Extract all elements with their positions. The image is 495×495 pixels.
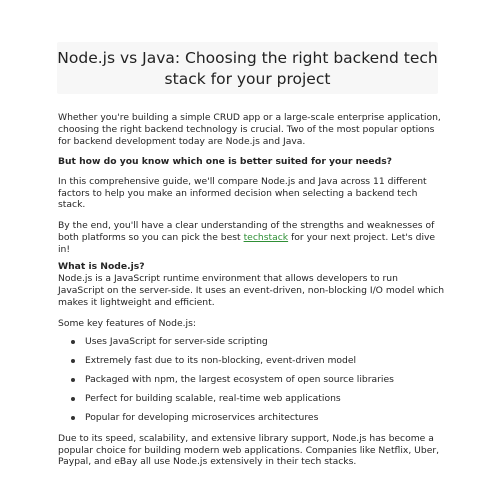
- intro-paragraph: Whether you're building a simple CRUD app or a large-scale enterprise application, choosing the right backend technology is crucial. Two of the most popular options for backend development today are Node.js and Java.: [58, 112, 441, 147]
- list-item: [58, 393, 445, 412]
- bullet-icon: [71, 397, 75, 401]
- page-title: Node.js vs Java: Choosing the right backend tech stack for your project: [57, 49, 438, 88]
- feature-text: Packaged with npm, the largest ecosystem of open source libraries: [85, 373, 394, 385]
- techstack-link[interactable]: techstack: [243, 232, 289, 244]
- feature-text: Popular for developing microservices architectures: [85, 411, 319, 423]
- bullet-icon: [71, 359, 75, 363]
- what-is-paragraph: Node.js is a JavaScript runtime environment that allows developers to run JavaScript on the server-side. It uses an event-driven, non-blocking I/O model which makes it lightweight and efficient.: [58, 272, 445, 308]
- guide-paragraph: In this comprehensive guide, we'll compare Node.js and Java across 11 different factors to help you make an informed decision when selecting a backend tech stack.: [58, 175, 427, 211]
- features-list: [58, 336, 445, 431]
- article-body: [58, 112, 445, 468]
- feature-text: Uses JavaScript for server-side scripting: [85, 335, 268, 347]
- list-item: [58, 412, 445, 431]
- section-heading-nodejs: What is Node.js?: [58, 261, 145, 273]
- ending-text-before: By the end, you'll have a clear understanding of the strengths and weaknesses of both platforms so you can pick the best: [58, 220, 435, 244]
- question-heading: But how do you know which one is better suited for your needs?: [58, 155, 393, 167]
- bullet-icon: [71, 378, 75, 382]
- list-item: [58, 355, 445, 374]
- conclusion-paragraph: Due to its speed, scalability, and extensive library support, Node.js has become a popular choice for building modern web applications. Companies like Netflix, Uber, Paypal, and eBay all use Node.js extensively in their tech stacks.: [58, 432, 440, 468]
- features-intro: Some key features of Node.js:: [58, 317, 196, 329]
- bullet-icon: [71, 416, 75, 420]
- bullet-icon: [71, 340, 75, 344]
- feature-text: Perfect for building scalable, real-time web applications: [85, 392, 341, 404]
- ending-paragraph: [58, 220, 445, 256]
- ending-text-after: for your next project. Let's dive in!: [58, 232, 436, 256]
- feature-text: Extremely fast due to its non-blocking, event-driven model: [85, 354, 357, 366]
- title-box: [57, 42, 438, 94]
- list-item: [58, 336, 445, 355]
- list-item: [58, 374, 445, 393]
